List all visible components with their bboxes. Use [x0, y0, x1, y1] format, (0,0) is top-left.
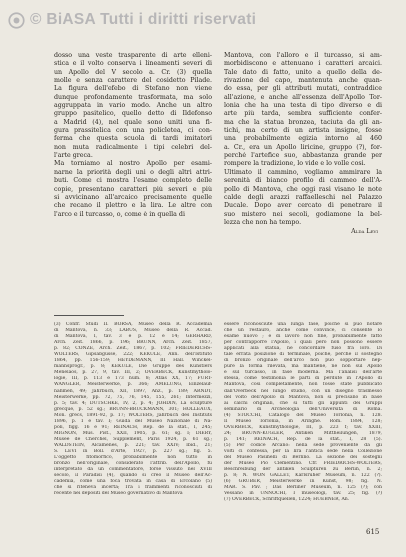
- footnote-line: applicati alla statua, ne concordare fuso fra loro. Di: [224, 346, 382, 352]
- footnote-line: per contrapporre l'Apollo, i quali però non possono essere: [224, 340, 382, 346]
- text-line: si avvicinano all'arcaico precisamente quelle: [54, 193, 212, 201]
- footnote-line: MAR. S. Pav. ; Das Berliner Museum, n. 125 (?); con: [224, 485, 382, 491]
- footnote-line: dall'Overbeck nel lungo studio, con un disegno trasmesso: [224, 388, 382, 394]
- text-line: Ducale. Dopo aver cercato di penetrare il: [224, 202, 382, 210]
- text-line: a Madrid (4), nel quale sono uniti una fi-: [54, 118, 212, 126]
- footnote-line: che si riteneva incerta; Tra i frammenti riconosciuti di: [54, 485, 212, 491]
- footnote-line: 24; BRUNN-KÜGLER, Antiken Mittheilungen, 1879,: [224, 430, 382, 436]
- text-line: narne la priorità degli uni o degli altri attri-: [54, 168, 212, 176]
- footnote-line: WÄNGLER, Meisterwerke, p. 366; AMELUNG, Einzelauf-: [54, 382, 212, 388]
- footnote-line: poli, figg. 16 e 91; REINACH, Rép. de la stat., I, 245;: [54, 424, 212, 430]
- biasa-logo-icon: [8, 12, 25, 29]
- article-right-column: [224, 52, 382, 237]
- footnote-line: 1864, pp. 156-159; HEYDEMANN, III Hall. Winckel-: [54, 358, 212, 364]
- footnote-line: Vessano in UNNOCHI, I museologi, tav. 25; fig. (?): [224, 491, 382, 497]
- text-line: lonia che ha una testa di tipo diverso e di: [224, 102, 382, 110]
- footnote-line: Mantova, così completamente, non fosse state pubblicato: [224, 382, 382, 388]
- page-number: 615: [366, 528, 380, 536]
- text-line: arte più tarda, sembra sufficiente confer-: [224, 110, 382, 118]
- footnote-line: Mon. grecs, 1891-92, p. 17; WOLTERS, Jahrbuch des Instituts: [54, 412, 212, 418]
- text-line: rompere la tradizione, lo vide e lo volle così.: [224, 160, 366, 168]
- footnote-line: MIGNON, Mus. Pist., XXII, 1905, p. 61; sg. I; DIERY,: [54, 430, 212, 436]
- footnote-line: mannsprogr., p. 8; KEKULÉ, Die Gruppe des Künstlers: [54, 364, 212, 370]
- footnote-line: (3) Confr. Studi II. BORSA, Museo della R. Accademia: [54, 322, 212, 327]
- footnote-line: Meisterwerke, pp. 72, 75, 76, 145, 155, 261; Intermezzi,: [54, 394, 212, 400]
- footnote-line: Arch. Zeit. 1866, p. 196; BRUNN, Arch. Zeit. 1857,: [54, 340, 212, 346]
- footnote-line: (4) STOCCHI, Catalogo del Museo Torlonia, n. 128.: [224, 412, 382, 418]
- article-left-column: [54, 52, 212, 237]
- text-line: un Apollo del V secolo a. Cr. (3) quella: [54, 68, 212, 76]
- text-line: a. Cr., era un Apollo liricine, gruppo (?), for-: [224, 143, 382, 151]
- text-line: Mantova, con l'alloro e il turcasso, si am-: [224, 52, 382, 59]
- footnotes: [54, 322, 382, 503]
- footnote-line: secolo, il Paradisi (4), quando si creò il Museo dell'Ac-: [54, 473, 212, 479]
- footnote-line: grecque, p. 52 sg.; BRUNN-BRUCKMANN, 301; HOLLEAUX,: [54, 406, 212, 412]
- text-line: l'arco e il turcasso, o, come è in quella di: [54, 210, 185, 218]
- text-line: Ma torniamo al nostro Apollo per esami-: [54, 160, 212, 168]
- text-line: suo mistero nei secoli, godiamone la bel-: [224, 210, 382, 218]
- footnote-line: esame nuovo ; e di lavoro non fine, probabilmente fatto: [224, 334, 382, 340]
- footnote-line: essere riconosciute una lunga fase, poiché si può notare: [224, 322, 382, 327]
- text-line: dosso una veste trasparente di arte elleni-: [54, 52, 212, 59]
- footnote-line: di Mantova, I, tav. 3 e p. 12 e 14; GERHARD,: [54, 334, 212, 340]
- footnote-line: L'oggetto fitomorfico, probabilmente non tutto in: [54, 455, 212, 461]
- footnotes-left-column: [54, 322, 212, 503]
- footnote-line: (6) GRÜBER, Meisterwerke in Kunst, 98; fig. N.: [224, 479, 382, 485]
- footnote-line: OVERBECK, Kunstmythologie, III, p. 223 f; tav. XXIII,: [224, 424, 382, 430]
- footnote-line: volti ci confessa, per la lira l'antica sede nella Collezione: [224, 448, 382, 454]
- footnote-line: Beschreibung der antiken Sculpturen zu Berlin, n. 2;: [224, 467, 382, 473]
- footnote-line: del Museo Pasinelli di Berlino. La sezione dei sostegni: [224, 455, 382, 461]
- watermark-text: © BiASA Tutti i diritti riservati: [30, 11, 257, 28]
- text-line: Ultimato il cammino, vogliamo ammirare la: [224, 168, 382, 176]
- text-line: perché l'artefice suo, abbastanza grande per: [224, 152, 382, 160]
- footnote-line: e sul turcasso, in fase moderna. Ma l'analisi dell'arte: [224, 370, 382, 376]
- text-line: aggruppata in vario modo. Anche un altro: [54, 102, 212, 110]
- text-line: non muta radicalmente i tipi celebri del-: [54, 143, 212, 151]
- text-line: serenità di bianco profilo di cammeo dell'A-: [224, 177, 382, 185]
- footnote-line: p. 82; CONZE, Arch. Zeit., 1867, p. 102; FRIEDERICHS-: [54, 346, 212, 352]
- text-line: ma che la statua bronzea, taciuta da gli an-: [224, 118, 382, 126]
- text-line: molle e senza carattere del cosidetto Pilade.: [54, 77, 212, 85]
- footnote-line: di Mantova, n. 33; LABUS, Museo della R. Accad.: [54, 328, 212, 334]
- text-line: lezza che non ha tempo.: [224, 218, 302, 226]
- footnote-line: recente nei depositi del Museo governativo di Mantova: [54, 491, 183, 497]
- text-line: dunque profondamente trasformata, ma solo: [54, 93, 212, 101]
- footnote-line: WALDSTEIN, Alcamenes, p. 221; tav. XXIV; Ibid., 21;: [54, 442, 212, 448]
- footnote-line: S. LEVI in Boll. d'Arte, 1927, p. 227 sg.; fig. 5.: [54, 448, 212, 454]
- text-line: che recano il plettro e la lira. Le altre con: [54, 202, 212, 210]
- footnote-line: seminario di Archeologia dell'Università di Roma.: [224, 406, 382, 412]
- footnote-line: Il Museo Torlonia, in Aringhe. Rom. 1884, 128;: [224, 418, 382, 424]
- footnote-line: stessa, come testimonia le parti di perdute in l'Apollo di: [224, 376, 382, 382]
- text-line: copie, presentano caratteri più severi e più: [54, 185, 212, 193]
- text-line: calde degli arazzi raffaelleschi nel Palazzo: [224, 193, 382, 201]
- footnote-line: Musée de Cherchel, Supplément, Paris 1924, p. 61 sg.;: [54, 436, 212, 442]
- text-line: una probabilmente egizia intorno al 460: [224, 135, 382, 143]
- text-line: all'azione, e anche all'essenza dell'Apollo Tor-: [224, 93, 382, 101]
- footnote-line: del' Museo Pio Clementino. Cfr. FRIEDRICHS-WOLTERS,: [224, 461, 382, 467]
- footnote-line: ai calchi originali, che si tutti gli appunti dei Gruppi: [224, 400, 382, 406]
- text-line: stica e il volto conserva i lineamenti severi di: [54, 60, 212, 68]
- text-line: Tale dato di fatto, unito a quello della de-: [224, 68, 382, 76]
- text-line: gruppo pasitelico, quello detto di Ildefonso: [54, 110, 212, 118]
- footnote-line: (7) OVERBECK, Schriftquellen, 1224; HUEBNER, An.: [224, 497, 350, 503]
- footnotes-right-column: [224, 322, 382, 503]
- footnote-line: WOLTERS, Gipsabgüsse, 222; KEKULÉ, Ann. dell'Istituto: [54, 352, 212, 358]
- footnote-line: bronzo nell'originale, considerato l'attrib. dell'Apollo, fu: [54, 461, 212, 467]
- article-body: [54, 52, 382, 237]
- text-line: La figura dell'efebo di Stefano non viene: [54, 85, 212, 93]
- footnote-line: 1896, p. 1 e tav. I; Guida del Museo Nazionale di Na-: [54, 418, 212, 424]
- footnote-separator: [54, 315, 124, 316]
- text-line: tichi, ma certo di un artista insigne, fosse: [224, 127, 382, 135]
- text-line: do essa, per gli attributi mutati, contraddice: [224, 85, 382, 93]
- text-line: buti. Come ci mostra l'esame completo delle: [54, 177, 212, 185]
- footnote-line: Menelaos, p. 27, 9, tav. III, 2; OVERBECK, Kunstmytholo-: [54, 370, 212, 376]
- text-line: l'arte greca.: [54, 152, 93, 160]
- footnote-line: tale errata posizione di terminale, poiché, perché il sostegno: [224, 352, 382, 358]
- footnote-line: interpretato da un commentatore, forse vissuto nel XVIII: [54, 467, 212, 473]
- text-line: rivazione del capo, mantenuta anche quan-: [224, 77, 382, 85]
- author-signature: Alda Levi: [351, 228, 378, 236]
- text-line: ferma che questa scuola di tardi imitatori: [54, 135, 212, 143]
- footnote-line: p. 5; tav. 4; DÜTSCHKE, IV, 2, p. 4; JOHDIN, La sculpture: [54, 400, 212, 406]
- footnote-line: p. 8; N. WON GALLET, Karlsruher Museum, n. 122 (?).: [224, 473, 382, 479]
- footnote-line: del volto dell'Apollo di Mantova, non si precisano in base: [224, 394, 382, 400]
- footnote-line: pure la forma rilevata, ma mantiene, ne non sul Apollo: [224, 364, 382, 370]
- watermark: [8, 8, 398, 32]
- footnote-line: nahmen, 49; Jahrbuch, XII, 1897, Anz., p. 189; ARNDT,: [54, 388, 212, 394]
- text-line: gura prassitelica con una policletea, ci con-: [54, 127, 212, 135]
- footnote-line: p. 141; REINACH, Rép. de la stat., I, 28 (5).: [224, 436, 382, 442]
- footnote-line: di bronzo originale dell'arco non può sopportare nep-: [224, 358, 382, 364]
- footnote-line: cademia, come una foca trovata in casa di Ercolano (5): [54, 479, 212, 485]
- footnote-line: (5) Per codice Arcano: nella sede proveniente da gli: [224, 442, 382, 448]
- footnote-line: logie, III, p. 113 e 173 num. 8; Atlas XX, 17; FURT-: [54, 376, 212, 382]
- footnote-line: che un restauro, anche come convince, ci consente lo: [224, 328, 382, 334]
- text-line: pollo di Mantova, che oggi rasi visano le note: [224, 185, 382, 193]
- text-line: morbidiscono e attenuano i caratteri arcaici.: [224, 60, 382, 68]
